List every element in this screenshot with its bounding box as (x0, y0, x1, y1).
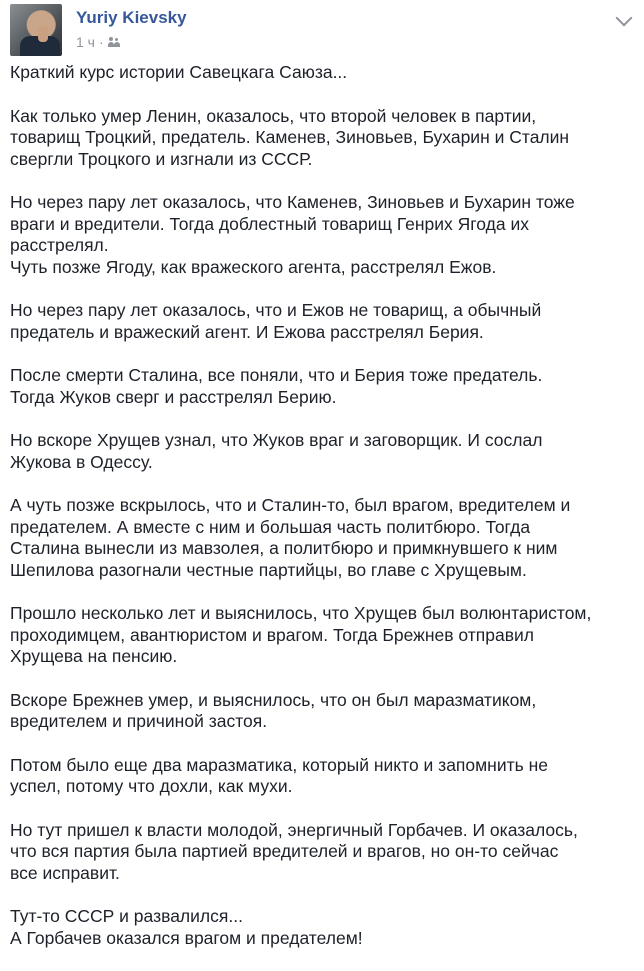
friends-icon[interactable] (108, 37, 120, 47)
post-paragraph: Но через пару лет оказалось, что и Ежов не товарищ, а обычный предатель и вражеский агент. И Ежова расстрелял Берия. (10, 300, 542, 342)
post-paragraph: Но тут пришел к власти молодой, энергичный Горбачев. И оказалось, что вся партия была партией вредителей и врагов, но он-то сейчас все исправит. (10, 819, 578, 883)
chevron-down-icon[interactable] (616, 10, 633, 27)
post-meta (76, 34, 120, 50)
avatar-hand (38, 26, 48, 42)
meta-separator: · (98, 34, 104, 50)
avatar[interactable] (10, 4, 62, 56)
post-paragraph: А чуть позже вскрылось, что и Сталин-то, был врагом, вредителем и предателем. А вместе с ним и большая часть политбюро. Тогда Сталина вынесли из мавзолея, а политбюро и примкнувшего к ним Шепилова разогнали честные партийцы, во главе с Хрущевым. (10, 495, 571, 580)
post-paragraph: После смерти Сталина, все поняли, что и Берия тоже предатель. Тогда Жуков сверг и расстрелял Берию. (10, 365, 543, 407)
post-paragraph: Но вскоре Хрущев узнал, что Жуков враг и заговорщик. И сослал Жукова в Одессу. (10, 430, 543, 472)
post-time[interactable]: 1 ч (76, 34, 95, 50)
post-paragraph: Краткий курс истории Савецкага Саюза... (10, 62, 348, 82)
post-paragraph: Прошло несколько лет и выяснилось, что Хрущев был волюнтаристом, проходимцем, авантюристом и врагом. Тогда Брежнев отправил Хрущева на пенсию. (10, 603, 592, 666)
post-paragraph: Но через пару лет оказалось, что Каменев, Зиновьев и Бухарин тоже враги и вредители. Тогда доблестный товарищ Генрих Ягода их расстрелял. Чуть позже Ягоду, как вражеского агента, расстрелял Ежов. (10, 192, 575, 277)
post-paragraph: Как только умер Ленин, оказалось, что второй человек в партии, товарищ Троцкий, предатель. Каменев, Зиновьев, Бухарин и Сталин свергли Троцкого и изгнали из СССР. (10, 105, 570, 169)
post-paragraph: Вскоре Брежнев умер, и выяснилось, что он был маразматиком, вредителем и причиной застоя. (10, 689, 537, 731)
post-body (10, 62, 638, 971)
post-header (10, 4, 634, 56)
post-paragraph: Потом было еще два маразматика, который никто и запомнить не успел, потому что дохли, как мухи. (10, 754, 549, 796)
post-paragraph: Тут-то СССР и развалился... А Горбачев оказался врагом и предателем! (10, 906, 363, 948)
author-name[interactable]: Yuriy Kievsky (76, 8, 187, 27)
